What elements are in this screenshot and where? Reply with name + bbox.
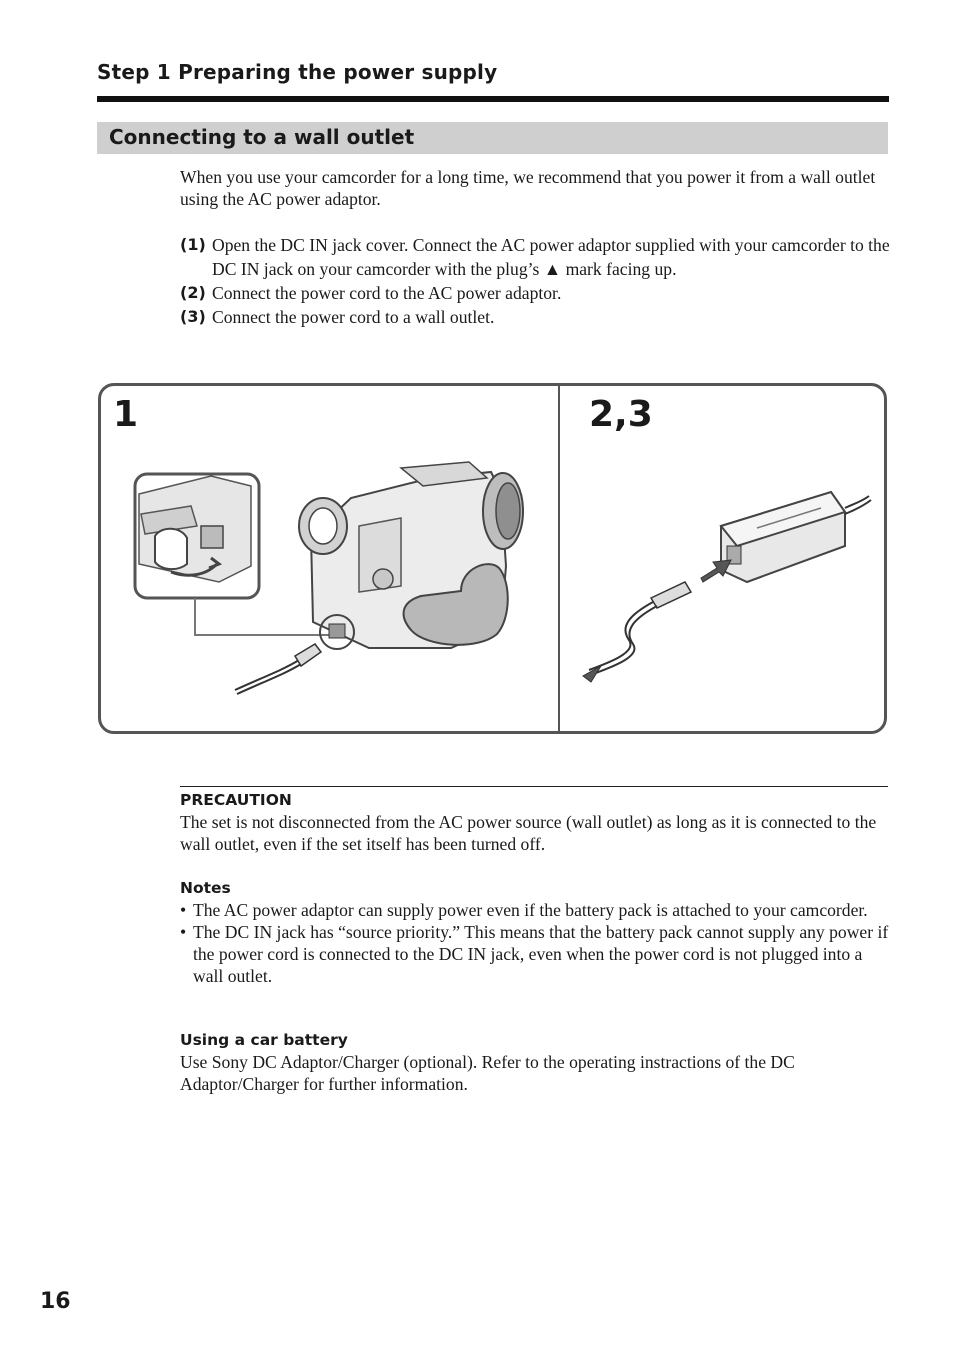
step-text: Connect the power cord to a wall outlet.: [212, 307, 495, 327]
note-text: The AC power adaptor can supply power even if the battery pack is attached to your camcorder.: [193, 900, 868, 920]
car-battery-text: Use Sony DC Adaptor/Charger (optional). Refer to the operating instractions of the DC Adaptor/Charger for further information.: [180, 1052, 795, 1094]
figure-panel-label-2-3: 2,3: [589, 394, 653, 435]
notes-divider: [180, 786, 888, 787]
car-battery-heading: Using a car battery: [180, 1031, 348, 1049]
section-header: [97, 122, 888, 154]
precaution-text: The set is not disconnected from the AC power source (wall outlet) as long as it is connected to the wall outlet, even if the set itself has been turned off.: [180, 812, 877, 854]
step-item-2: [180, 281, 892, 305]
notes-section: [180, 877, 892, 987]
note-item: [180, 899, 892, 921]
step-text: Connect the power cord to the AC power adaptor.: [212, 283, 562, 303]
note-item: [180, 921, 892, 987]
step-item-3: [180, 305, 892, 329]
bullet-icon: •: [180, 922, 187, 942]
connection-illustration: [98, 383, 887, 734]
step-item-1: [180, 233, 892, 281]
figure-panel-label-1: 1: [113, 394, 139, 435]
precaution-heading: PRECAUTION: [180, 791, 292, 809]
dc-in-jack-inset: [135, 474, 259, 598]
step-text: Open the DC IN jack cover. Connect the AC power adaptor supplied with your camcorder to the DC IN jack on your camcorder with the plug’s ▲ mark facing up.: [212, 235, 890, 279]
step-number: (3): [180, 307, 206, 326]
intro-paragraph: When you use your camcorder for a long time, we recommend that you power it from a wall outlet using the AC power adaptor.: [180, 167, 876, 209]
step-list: [180, 233, 892, 329]
camcorder: [299, 462, 523, 649]
bullet-icon: •: [180, 900, 187, 920]
illustration-drawing: [101, 386, 884, 731]
step-number: (2): [180, 283, 206, 302]
car-battery-section: [180, 1029, 892, 1095]
dc-plug-cable: [235, 644, 321, 694]
precaution-section: [180, 789, 892, 855]
section-title: Connecting to a wall outlet: [109, 125, 415, 149]
note-text: The DC IN jack has “source priority.” This means that the battery pack cannot supply any power if the power cord is connected to the DC IN jack, even when the power cord is not plugged into a wall outlet.: [193, 922, 889, 986]
notes-heading: Notes: [180, 879, 231, 897]
step-number: (1): [180, 235, 206, 254]
step-title: Step 1 Preparing the power supply: [97, 60, 498, 84]
ac-power-adaptor: [721, 492, 871, 582]
page-number: 16: [40, 1289, 71, 1314]
step-title-rule: [97, 96, 889, 102]
power-cord: [583, 582, 691, 682]
